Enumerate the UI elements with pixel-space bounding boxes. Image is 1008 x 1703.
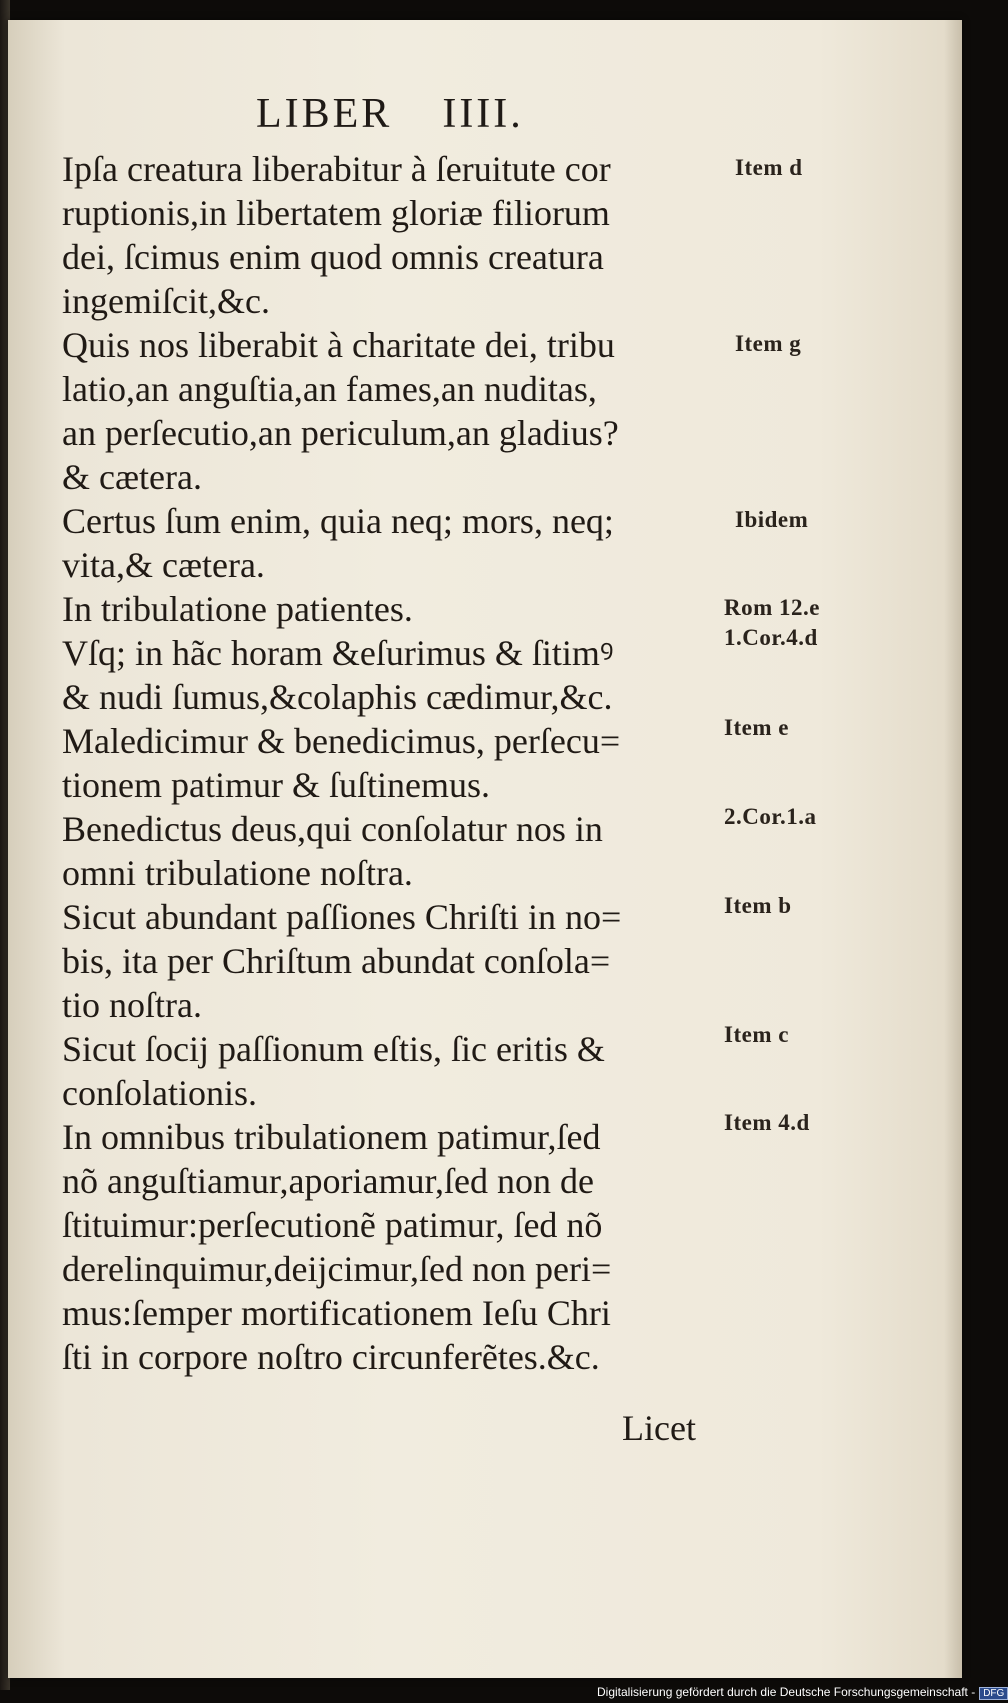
text-line: Ipſa creatura liberabitur à ſeruitute cor xyxy=(62,149,611,189)
header-book-number: IIII. xyxy=(442,91,524,137)
text-line: Maledicimur & benedicimus, perſecu= xyxy=(62,721,621,761)
text-line: derelinquimur,deijcimur,ſed non peri= xyxy=(62,1249,612,1289)
text-line: dei, ſcimus enim quod omnis creatura xyxy=(62,237,604,277)
credit-text: Digitalisierung gefördert durch die Deutsche Forschungsgemeinschaft - xyxy=(597,1685,976,1699)
text-line: Benedictus deus,qui conſolatur nos in xyxy=(62,809,603,849)
margin-note-reference: 1.Cor.4.d xyxy=(724,625,818,650)
text-line: bis, ita per Chriſtum abundat conſola= xyxy=(62,941,611,981)
main-text-block xyxy=(62,147,742,1379)
margin-note-reference: Item g xyxy=(735,331,802,356)
margin-note-reference: Item e xyxy=(724,715,789,740)
text-line: ingemiſcit,&c. xyxy=(62,281,270,321)
text-line: nõ anguſtiamur,aporiamur,ſed non de xyxy=(62,1161,594,1201)
text-line: vita,& cætera. xyxy=(62,545,265,585)
text-line: ſtituimur:perſecutionẽ patimur, ſed nõ xyxy=(62,1205,603,1245)
text-line: Quis nos liberabit à charitate dei, tribu xyxy=(62,325,615,365)
margin-note-reference: Ibidem xyxy=(735,507,809,532)
text-line: ſti in corpore noſtro circunferẽtes.&c. xyxy=(62,1337,600,1377)
margin-note-reference: Item d xyxy=(735,155,803,180)
book-page xyxy=(8,20,962,1678)
margin-note-reference: Rom 12.e xyxy=(724,595,820,620)
margin-note-reference: Item b xyxy=(724,893,792,918)
text-line: Sicut ſocij paſſionum eſtis, ſic eritis & xyxy=(62,1029,605,1069)
text-line: Vſq; in hãc horam &eſurimus & ſitimꝰ xyxy=(62,633,614,673)
digitization-credit xyxy=(597,1685,1008,1700)
text-line: Sicut abundant paſſiones Chriſti in no= xyxy=(62,897,622,937)
text-line: & cætera. xyxy=(62,457,202,497)
dfg-logo: DFG xyxy=(979,1687,1008,1700)
text-line: mus:ſemper mortificationem Ieſu Chri xyxy=(62,1293,611,1333)
text-line: In omnibus tribulationem patimur,ſed xyxy=(62,1117,601,1157)
text-line: tio noſtra. xyxy=(62,985,202,1025)
text-line: Certus ſum enim, quia neq; mors, neq; xyxy=(62,501,614,541)
text-line: tionem patimur & ſuſtinemus. xyxy=(62,765,490,805)
running-header xyxy=(256,90,524,138)
margin-note-reference: Item 4.d xyxy=(724,1110,810,1135)
text-line: In tribulatione patientes. xyxy=(62,589,413,629)
margin-note-reference: Item c xyxy=(724,1022,789,1047)
text-line: conſolationis. xyxy=(62,1073,257,1113)
text-line: ruptionis,in libertatem gloriæ filiorum xyxy=(62,193,610,233)
margin-note-reference: 2.Cor.1.a xyxy=(724,804,817,829)
text-line: & nudi ſumus,&colaphis cædimur,&c. xyxy=(62,677,613,717)
catchword: Licet xyxy=(622,1408,696,1448)
text-line: latio,an anguſtia,an fames,an nuditas, xyxy=(62,369,597,409)
header-liber: LIBER xyxy=(256,91,393,137)
text-line: omni tribulatione noſtra. xyxy=(62,853,413,893)
text-line: an perſecutio,an periculum,an gladius? xyxy=(62,413,619,453)
